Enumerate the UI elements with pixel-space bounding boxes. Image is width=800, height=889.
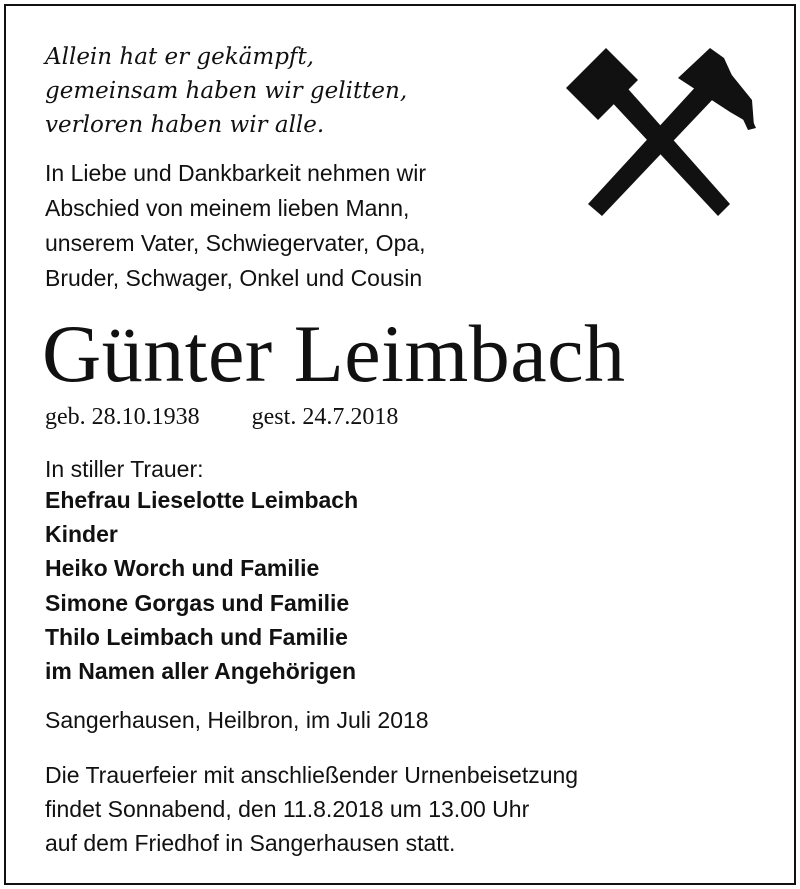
motto-line: gemeinsam haben wir gelitten, xyxy=(45,78,408,104)
farewell-line: unserem Vater, Schwiegervater, Opa, xyxy=(45,230,426,256)
service-line: Die Trauerfeier mit anschließender Urnenbeisetzung xyxy=(45,762,579,788)
place-and-date: Sangerhausen, Heilbron, im Juli 2018 xyxy=(45,707,429,733)
death-date: gest. 24.7.2018 xyxy=(251,404,399,430)
mourner-item: Simone Gorgas und Familie xyxy=(45,589,350,616)
hammer-handle-left xyxy=(607,82,730,216)
deceased-name: Günter Leimbach xyxy=(42,308,626,399)
mourner-item: Kinder xyxy=(45,521,118,548)
motto-verse xyxy=(45,40,407,142)
farewell-line: Bruder, Schwager, Onkel und Cousin xyxy=(45,265,423,291)
mourner-item: im Namen aller Angehörigen xyxy=(45,658,356,685)
crossed-hammers-icon xyxy=(560,44,760,222)
life-dates xyxy=(45,400,398,434)
farewell-text xyxy=(45,156,426,296)
mourner-item: Heiko Worch und Familie xyxy=(45,555,320,582)
mourner-item: Ehefrau Lieselotte Leimbach xyxy=(45,487,359,513)
motto-line: verloren haben wir alle. xyxy=(45,112,325,138)
mourners-list xyxy=(45,483,358,688)
motto-line: Allein hat er gekämpft, xyxy=(45,44,314,70)
birth-date: geb. 28.10.1938 xyxy=(45,404,200,430)
mourning-heading: In stiller Trauer: xyxy=(45,456,204,482)
farewell-line: Abschied von meinem lieben Mann, xyxy=(45,195,410,221)
farewell-line: In Liebe und Dankbarkeit nehmen wir xyxy=(45,160,427,186)
funeral-service-info xyxy=(45,758,578,860)
service-line: findet Sonnabend, den 11.8.2018 um 13.00 Uhr xyxy=(45,796,530,822)
service-line: auf dem Friedhof in Sangerhausen statt. xyxy=(45,830,456,856)
mourner-item: Thilo Leimbach und Familie xyxy=(45,623,348,650)
